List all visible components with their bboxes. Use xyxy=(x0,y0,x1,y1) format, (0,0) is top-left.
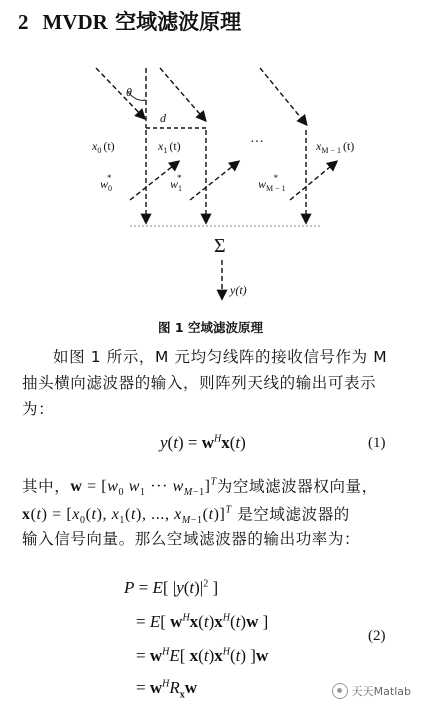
weight-vector-def: $w = [w_0$ $w_1$ ··· $w_{M-1}]^T$ xyxy=(70,477,217,499)
paragraph-2-line-3: 输入信号向量。那么空域滤波器的输出功率为： xyxy=(22,530,361,548)
para2-prefix: 其中， xyxy=(22,477,71,496)
mvdr-figure xyxy=(0,50,421,310)
equation-2-line-3: = $w^HE$[ $x(t)x^H(t)$ ]w xyxy=(136,646,269,665)
theta-label: θ xyxy=(126,85,132,99)
w0-label: $w_0*$ xyxy=(100,173,113,193)
xm-label: $x_{M - 1}$ (t) xyxy=(316,139,355,155)
x1-label: $x_1$ (t) xyxy=(158,139,181,155)
paragraph-2-line-2 xyxy=(22,498,407,526)
incident-wave-0 xyxy=(96,68,144,118)
ellipsis-label: ··· xyxy=(250,135,264,150)
equation-1: $y(t) = w^Hx(t)$ xyxy=(160,433,246,452)
output-label: y(t) xyxy=(230,283,247,297)
para2-line2-suffix: 是空域滤波器的 xyxy=(237,505,350,524)
weight-arrow-m xyxy=(290,162,336,200)
incident-wave-1 xyxy=(160,68,205,120)
paragraph-2-line-1 xyxy=(22,470,407,498)
watermark xyxy=(332,683,411,699)
watermark-text: 天天Matlab xyxy=(351,685,411,698)
input-vector-def: $x(t) = [x_0(t)$, $x_1(t)$, ..., $x_{M-1}(t)]^T$ xyxy=(22,505,232,527)
incident-wave-m xyxy=(260,68,306,124)
section-title-cn: 空域滤波原理 xyxy=(115,10,242,34)
section-title-latin: MVDR xyxy=(42,10,108,34)
equation-2-number: (2) xyxy=(368,628,386,644)
w1-label: $w_1*$ xyxy=(170,173,183,193)
para2-line1-suffix: 为空域滤波器权向量， xyxy=(216,477,378,496)
section-number: 2 xyxy=(18,10,29,34)
sum-symbol: Σ xyxy=(214,235,226,257)
x0-label: $x_0$ (t) xyxy=(92,139,115,155)
equation-2-line-1: P = E[ $|y(t)|^2$ ] xyxy=(124,578,219,597)
weight-arrow-1 xyxy=(190,162,238,200)
wechat-icon xyxy=(332,683,348,699)
section-heading xyxy=(18,6,241,36)
equation-2-line-2: = E[ $w^Hx(t)x^H(t)w$ ] xyxy=(136,612,269,631)
d-label: d xyxy=(160,111,166,125)
equation-2-line-4: = $w^HR_xw$ xyxy=(136,678,198,701)
figure-caption: 图 1 空域滤波原理 xyxy=(158,320,263,335)
paragraph-2 xyxy=(22,470,407,554)
wm-label: $w_{M - 1}*$ xyxy=(258,173,286,193)
equation-1-number: (1) xyxy=(368,435,386,451)
paragraph-1: 如图 1 所示，M 元均匀线阵的接收信号作为 M 抽头横向滤波器的输入，则阵列天线的输出可表示为： xyxy=(22,348,388,418)
